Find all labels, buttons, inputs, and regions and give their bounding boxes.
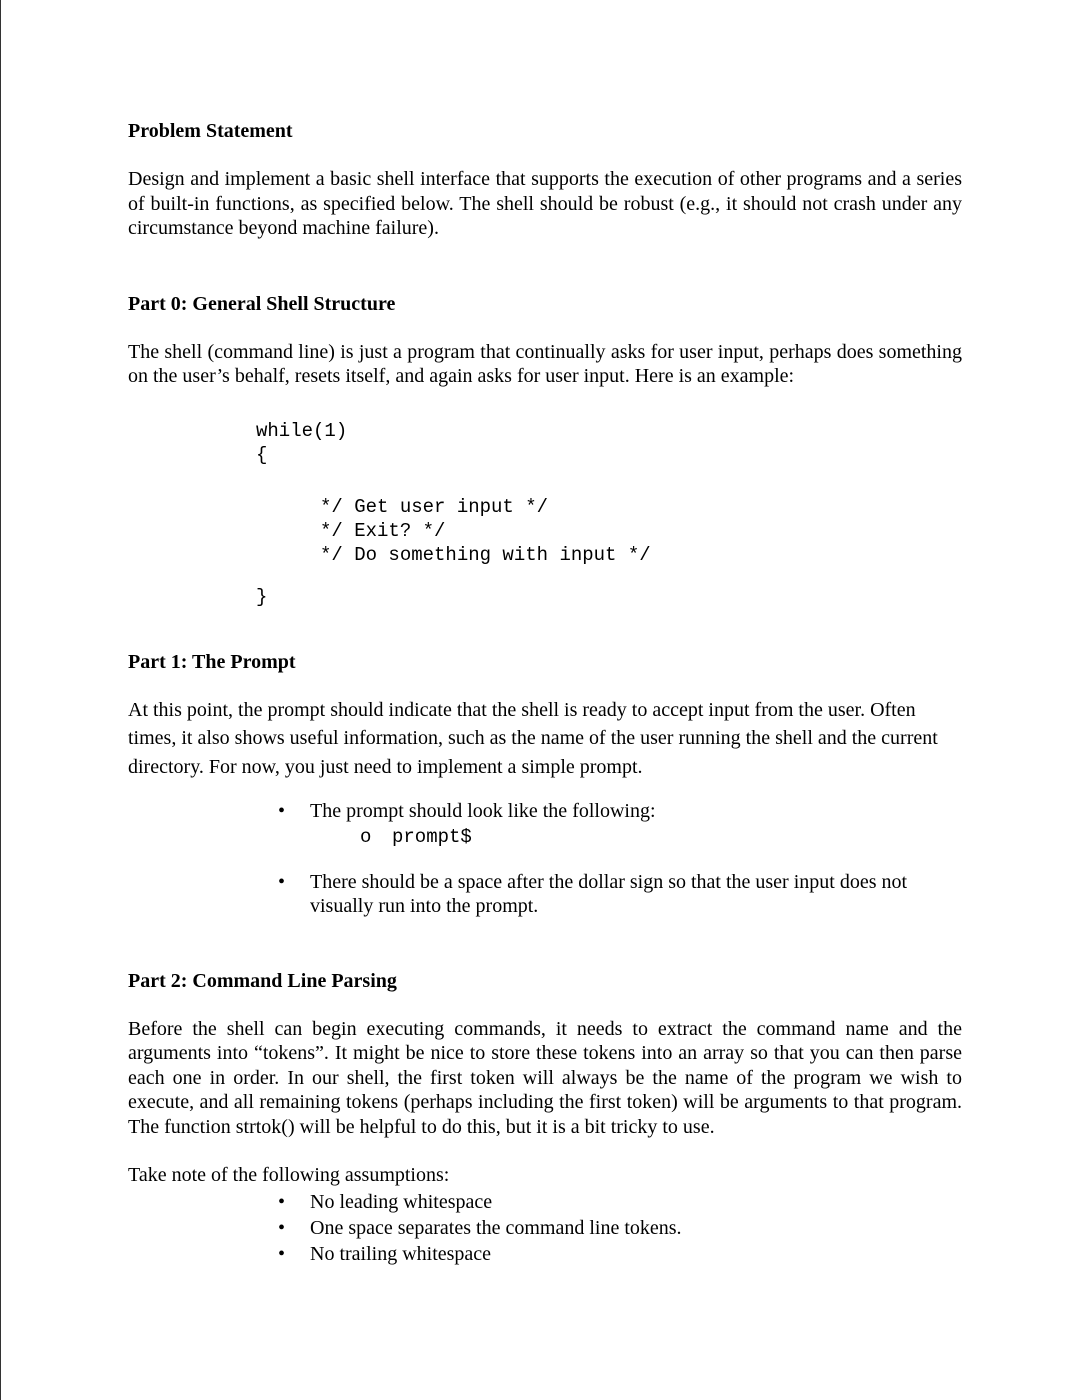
problem-statement-text: Design and implement a basic shell interface that supports the execution of other programs and a series of built-in functions, as specified below. The shell should be robust (e.g., it should not crash under any circumstance beyond machine failure). — [128, 168, 962, 239]
code-example — [256, 419, 962, 609]
list-item — [278, 870, 920, 919]
part-0-text: The shell (command line) is just a program that continually asks for user input, perhaps does something on the user’s behalf, resets itself, and again asks for user input. Here is an example: — [128, 340, 962, 387]
code-line-get-input: */ Get user input */ — [320, 495, 549, 518]
code-line-exit: */ Exit? */ — [320, 519, 446, 542]
bullet-icon: • — [278, 870, 286, 893]
code-line-open-brace: { — [256, 443, 268, 466]
code-line-while: while(1) — [256, 419, 348, 442]
code-line-close-brace: } — [256, 585, 268, 608]
heading-problem-statement: Problem Statement — [128, 120, 293, 142]
list-item — [278, 1241, 962, 1267]
assumption-text-1: No leading whitespace — [310, 1190, 493, 1213]
list-item — [278, 1189, 962, 1215]
page-left-border — [0, 0, 1, 1400]
assumption-text-2: One space separates the command line tokens. — [310, 1216, 682, 1239]
heading-part-1: Part 1: The Prompt — [128, 650, 296, 673]
sub-bullet-prompt — [360, 824, 962, 850]
prompt-bullet-text-1: The prompt should look like the following: — [310, 800, 656, 822]
bullet-icon: • — [278, 1216, 286, 1239]
part-2-text: Before the shell can begin executing commands, it needs to extract the command name and the arguments into “tokens”. It might be nice to store these tokens into an array so that you can then parse each one in order. In our shell, the first token will always be the name of the program we wish to execute, and all remaining tokens (perhaps including the first token) will be arguments to that program. The function strtok() will be helpful to do this, but it is a bit tricky to use. — [128, 1017, 962, 1138]
prompt-bullet-list — [278, 799, 962, 919]
bullet-icon: • — [278, 1190, 286, 1213]
code-body — [320, 495, 962, 567]
code-line-do-something: */ Do something with input */ — [320, 543, 651, 566]
bullet-icon: • — [278, 1242, 286, 1265]
prompt-bullet-text-2: There should be a space after the dollar sign so that the user input does not visually run into the prompt. — [310, 870, 908, 917]
assumptions-intro: Take note of the following assumptions: — [128, 1164, 450, 1186]
document-body — [128, 118, 962, 1267]
bullet-icon: • — [278, 800, 286, 822]
hollow-bullet-icon: o — [360, 825, 372, 848]
heading-part-2: Part 2: Command Line Parsing — [128, 969, 397, 992]
assumptions-list — [278, 1189, 962, 1267]
prompt-example-text: prompt$ — [392, 825, 472, 848]
heading-part-0: Part 0: General Shell Structure — [128, 292, 396, 315]
list-item — [278, 1215, 962, 1241]
list-item — [278, 799, 962, 850]
assumption-text-3: No trailing whitespace — [310, 1242, 492, 1265]
part-1-text: At this point, the prompt should indicate that the shell is ready to accept input from the user. Often times, it also shows useful information, such as the name of the user running the shell and the current directory. For now, you just need to implement a simple prompt. — [128, 698, 938, 778]
